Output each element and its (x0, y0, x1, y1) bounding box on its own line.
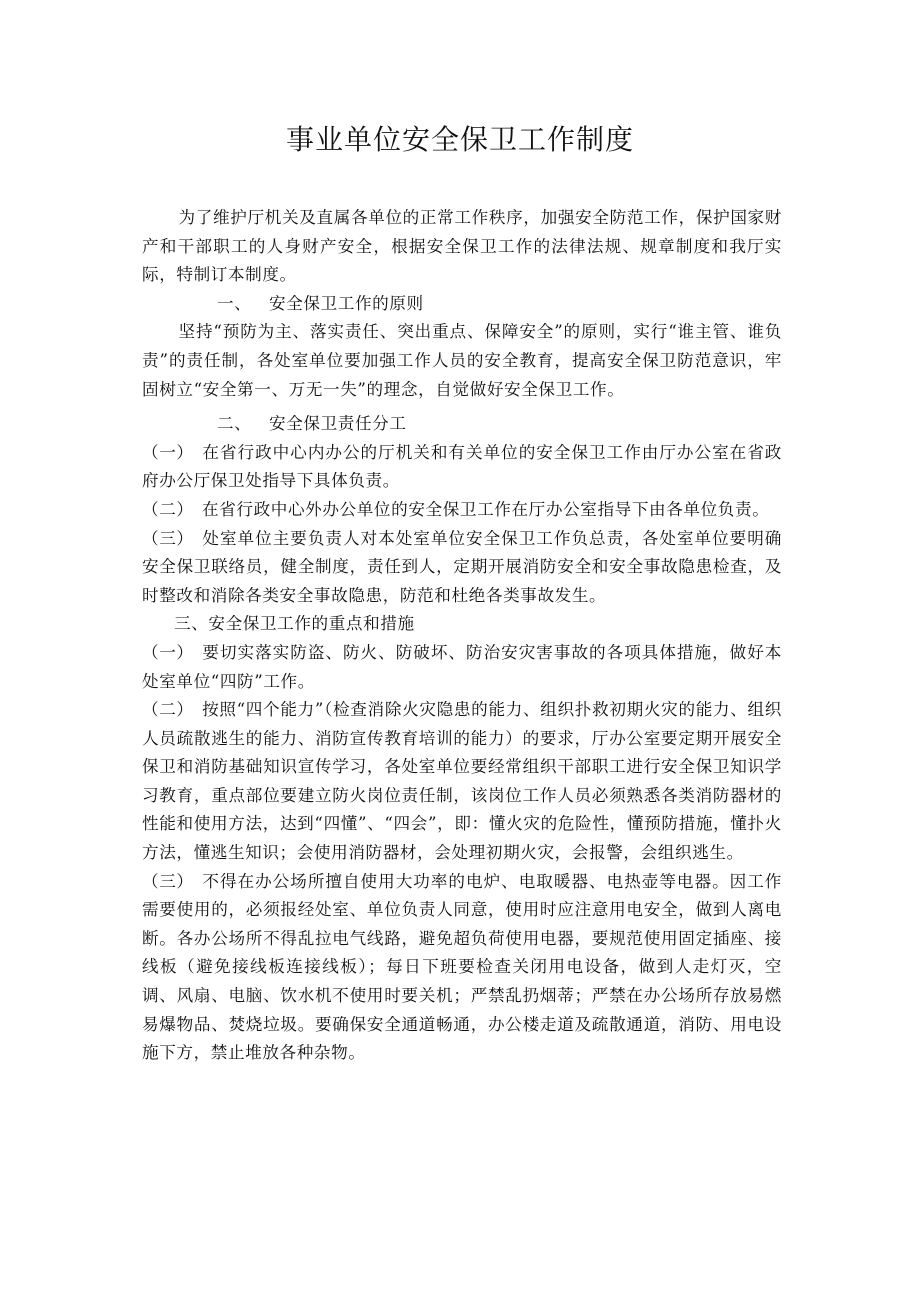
item-text: 处室单位主要负责人对本处室单位安全保卫工作负总责，各处室单位要明确安全保卫联络员，健全制度，责任到人，定期开展消防安全和安全事故隐患检查，及时整改和消除各类安全事故隐患，防范和杜绝各类事故发生。 (142, 528, 782, 605)
section-2-item (142, 496, 782, 525)
document-body (142, 204, 782, 1068)
section-3-item (142, 639, 782, 696)
item-label: （二） (142, 700, 194, 720)
item-label: （一） (142, 442, 194, 462)
section-2-heading (142, 404, 782, 439)
section-1-title: 安全保卫工作的原则 (269, 293, 424, 313)
intro-paragraph: 为了维护厅机关及直属各单位的正常工作秩序，加强安全防范工作，保护国家财产和干部职工的人身财产安全，根据安全保卫工作的法律法规、规章制度和我厅实际，特制订本制度。 (142, 208, 782, 285)
section-1-number: 一、 (217, 293, 252, 313)
item-text: 不得在办公场所擅自使用大功率的电炉、电取暖器、电热壶等电器。因工作需要使用的，必须报经处室、单位负责人同意，使用时应注意用电安全，做到人离电断。各办公场所不得乱拉电气线路，避免超负荷使用电器，要规范使用固定插座、接线板（避免接线板连接线板）；每日下班要检查关闭用电设备，做到人走灯灭，空调、风扇、电脑、饮水机不使用时要关机；严禁乱扔烟蒂；严禁在办公场所存放易燃易爆物品、焚烧垃圾。要确保安全通道畅通，办公楼走道及疏散通道，消防、用电设施下方，禁止堆放各种杂物。 (142, 871, 782, 1063)
item-label: （三） (142, 871, 194, 891)
item-text: 按照“四个能力”（检查消除火灾隐患的能力、组织扑救初期火灾的能力、组织人员疏散逃生的能力、消防宣传教育培训的能力）的要求，厅办公室要定期开展安全保卫和消防基础知识宣传学习，各处室单位要经常组织干部职工进行安全保卫知识学习教育，重点部位要建立防火岗位责任制，该岗位工作人员必须熟悉各类消防器材的性能和使用方法，达到“四懂”、“四会”，即：懂火灾的危险性，懂预防措施，懂扑火方法，懂逃生知识；会使用消防器材，会处理初期火灾，会报警，会组织逃生。 (142, 700, 782, 863)
section-2-number: 二、 (217, 414, 252, 434)
item-label: （三） (142, 528, 194, 548)
item-text: 在省行政中心外办公单位的安全保卫工作在厅办公室指导下由各单位负责。 (202, 499, 770, 519)
item-label: （二） (142, 499, 194, 519)
section-1-body: 坚持“预防为主、落实责任、突出重点、保障安全”的原则，实行“谁主管、谁负责”的责任制，各处室单位要加强工作人员的安全教育，提高安全保卫防范意识，牢固树立“安全第一、万无一失”的理念，自觉做好安全保卫工作。 (142, 322, 782, 399)
section-2-item (142, 525, 782, 611)
section-2-item (142, 439, 782, 496)
item-text: 要切实落实防盗、防火、防破坏、防治安灾害事故的各项具体措施，做好本处室单位“四防”工作。 (142, 642, 782, 691)
section-3-item (142, 868, 782, 1068)
item-text: 在省行政中心内办公的厅机关和有关单位的安全保卫工作由厅办公室在省政府办公厅保卫处指导下具体负责。 (142, 442, 782, 491)
section-1-heading (142, 290, 782, 319)
section-3-item (142, 696, 782, 868)
document-title: 事业单位安全保卫工作制度 (285, 123, 634, 156)
section-3-heading: 三、安全保卫工作的重点和措施 (174, 614, 415, 634)
section-2-title: 安全保卫责任分工 (269, 414, 407, 434)
item-label: （一） (142, 642, 194, 662)
